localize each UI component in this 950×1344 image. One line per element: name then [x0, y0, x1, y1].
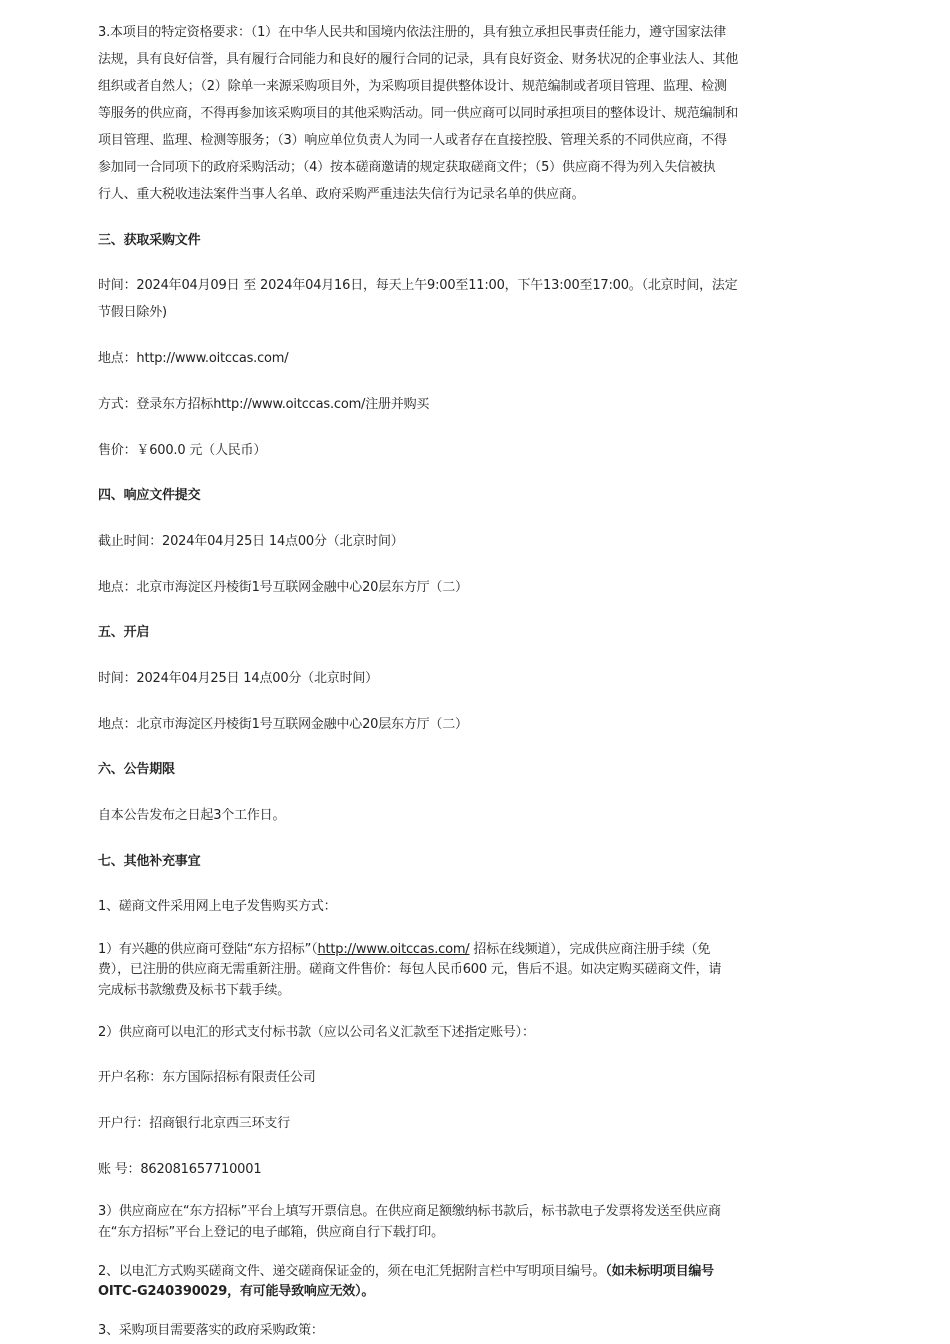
opening-time: 时间：2024年04月25日 14点00分（北京时间）	[98, 671, 378, 686]
account-number: 账 号：862081657710001	[98, 1162, 262, 1177]
section-heading-opening: 五、开启	[98, 625, 150, 640]
item-1-heading: 1、磋商文件采用网上电子发售购买方式：	[98, 899, 337, 914]
submission-place: 地点：北京市海淀区丹棱街1号互联网金融中心20层东方厅（二）	[98, 580, 468, 595]
purchase-instructions-suffix: 招标在线频道），完成供应商注册手续（免	[469, 942, 711, 957]
item-2-line-1	[98, 1263, 714, 1281]
qualification-line-5: 项目管理、监理、检测等服务；（3）响应单位负责人为同一人或者存在直接控股、管理关系的不同供应商，不得	[98, 133, 727, 148]
submission-deadline: 截止时间：2024年04月25日 14点00分（北京时间）	[98, 534, 404, 549]
qualification-line-1: 3.本项目的特定资格要求：（1）在中华人民共和国境内依法注册的，具有独立承担民事责任能力，遵守国家法律	[98, 25, 726, 40]
item-2-text: 2、以电汇方式购买磋商文件、递交磋商保证金的，须在电汇凭据附言栏中写明项目编号。	[98, 1264, 606, 1279]
purchase-instructions-line-3: 完成标书款缴费及标书下载手续。	[98, 983, 291, 998]
invoice-instructions-line-2: 在“东方招标”平台上登记的电子邮箱，供应商自行下载打印。	[98, 1225, 444, 1240]
purchase-instructions-line-2: 费），已注册的供应商无需重新注册。磋商文件售价：每包人民币600 元，售后不退。如决定购买磋商文件，请	[98, 962, 722, 977]
section-heading-submission: 四、响应文件提交	[98, 488, 201, 503]
obtain-place: 地点：http://www.oitccas.com/	[98, 351, 289, 366]
bank-name: 开户行：招商银行北京西三环支行	[98, 1116, 291, 1131]
item-2-warning-line-2: OITC-G240390029，有可能导致响应无效）。	[98, 1284, 375, 1299]
account-name: 开户名称：东方国际招标有限责任公司	[98, 1070, 316, 1085]
obtain-method: 方式：登录东方招标http://www.oitccas.com/注册并购买	[98, 397, 430, 412]
item-3-heading: 3、采购项目需要落实的政府采购政策：	[98, 1323, 324, 1338]
notice-period-text: 自本公告发布之日起3个工作日。	[98, 808, 286, 823]
purchase-instructions-line-1	[98, 941, 710, 959]
qualification-line-6: 参加同一合同项下的政府采购活动；（4）按本磋商邀请的规定获取磋商文件；（5）供应商不得为列入失信被执	[98, 160, 716, 175]
qualification-line-3: 组织或者自然人；（2）除单一来源采购项目外，为采购项目提供整体设计、规范编制或者项目管理、监理、检测	[98, 79, 727, 94]
qualification-line-2: 法规，具有良好信誉，具有履行合同能力和良好的履行合同的记录，具有良好资金、财务状况的企事业法人、其他	[98, 52, 739, 67]
wire-transfer-instructions: 2）供应商可以电汇的形式支付标书款（应以公司名义汇款至下述指定账号）：	[98, 1025, 535, 1040]
qualification-line-7: 行人、重大税收违法案件当事人名单、政府采购严重违法失信行为记录名单的供应商。	[98, 187, 585, 202]
opening-place: 地点：北京市海淀区丹棱街1号互联网金融中心20层东方厅（二）	[98, 717, 468, 732]
item-2-warning: （如未标明项目编号	[605, 1264, 714, 1279]
qualification-line-4: 等服务的供应商，不得再参加该采购项目的其他采购活动。同一供应商可以同时承担项目的整体设计、规范编制和	[98, 106, 739, 121]
obtain-time-line-2: 节假日除外)	[98, 305, 167, 320]
section-heading-obtain-documents: 三、获取采购文件	[98, 233, 201, 248]
obtain-time-line-1: 时间：2024年04月09日 至 2024年04月16日，每天上午9:00至11:00，下午13:00至17:00。（北京时间，法定	[98, 278, 738, 293]
oitccas-link[interactable]: http://www.oitccas.com/	[317, 942, 470, 957]
section-heading-notice-period: 六、公告期限	[98, 762, 175, 777]
obtain-price: 售价：￥600.0 元（人民币）	[98, 443, 267, 458]
section-heading-other-matters: 七、其他补充事宜	[98, 854, 201, 869]
invoice-instructions-line-1: 3）供应商应在“东方招标”平台上填写开票信息。在供应商足额缴纳标书款后，标书款电子发票将发送至供应商	[98, 1204, 721, 1219]
purchase-instructions-prefix: 1）有兴趣的供应商可登陆“东方招标”（	[98, 942, 318, 957]
